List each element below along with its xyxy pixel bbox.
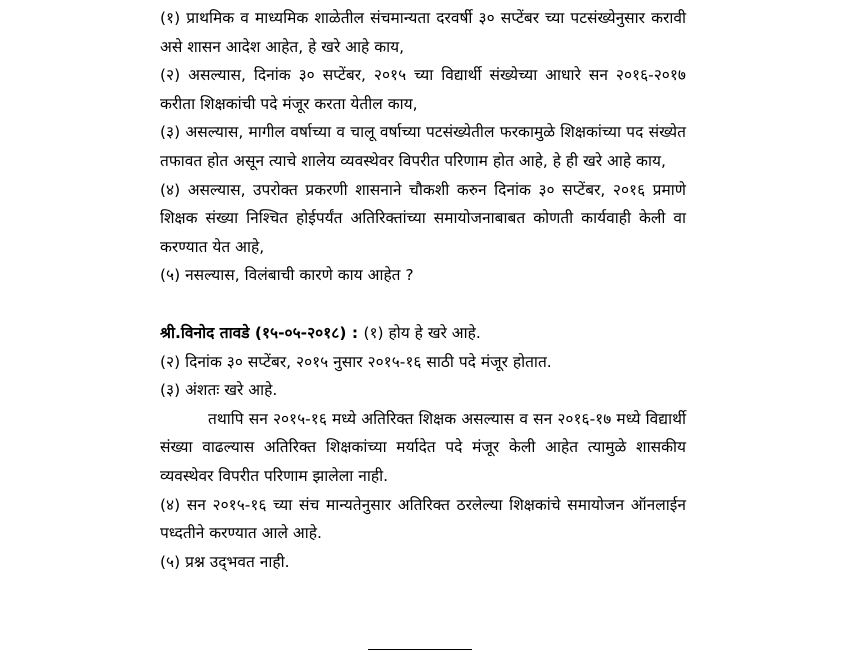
document-body [160,4,686,576]
answer-section [160,319,686,576]
end-rule [368,649,472,650]
answer-item-3: (३) अंशतः खरे आहे. [160,381,278,400]
answer-item-2: (२) दिनांक ३० सप्टेंबर, २०१५ नुसार २०१५-१६ साठी पदे मंजूर होतात. [160,352,552,371]
answer-item-3-detail: तथापि सन २०१५-१६ मध्ये अतिरिक्त शिक्षक असल्यास व सन २०१६-१७ मध्ये विद्यार्थी संख्या वाढल्यास अतिरिक्त शिक्षकांच्या मर्यादेत पदे मंजूर केली आहेत त्यामुळे शासकीय व्यवस्थेवर विपरीत परिणाम झालेला नाही. [160,409,686,485]
answer-separator: : [346,323,364,342]
answer-item-4: (४) सन २०१५-१६ च्या संच मान्यतेनुसार अतिरिक्त ठरलेल्या शिक्षकांचे समायोजन ऑनलाईन पध्दतीने करण्यात आले आहे. [160,495,686,543]
answer-item-1 [160,319,686,348]
section-gap [160,290,686,319]
question-item-3: (३) असल्यास, मागील वर्षाच्या व चालू वर्षाच्या पटसंख्येतील फरकामुळे शिक्षकांच्या पद संख्येत तफावत होत असून त्याचे शालेय व्यवस्थेवर विपरीत परिणाम होत आहे, हे ही खरे आहे काय, [160,123,686,170]
question-section [160,4,686,290]
question-item-4: (४) असल्यास, उपरोक्त प्रकरणी शासनाने चौकशी करुन दिनांक ३० सप्टेंबर, २०१६ प्रमाणे शिक्षक संख्या निश्चित होईपर्यंत अतिरिक्तांच्या समायोजनाबाबत कोणती कार्यवाही केली वा करण्यात येत आहे, [160,180,686,256]
answer-first: (१) होय हे खरे आहे. [363,323,481,342]
question-item-2: (२) असल्यास, दिनांक ३० सप्टेंबर, २०१५ च्या विद्यार्थी संख्येच्या आधारे सन २०१६-२०१७ करीता शिक्षकांची पदे मंजूर करता येतील काय, [160,66,686,113]
answer-speaker: श्री.विनोद तावडे (१५-०५-२०१८) [160,323,347,342]
answer-item-5: (५) प्रश्न उद्‌भवत नाही. [160,552,290,571]
question-item-1: (१) प्राथमिक व माध्यमिक शाळेतील संचमान्यता दरवर्षी ३० सप्टेंबर च्या पटसंख्येनुसार करावी असे शासन आदेश आहेत, हे खरे आहे काय, [160,9,686,56]
question-item-5: (५) नसल्यास, विलंबाची कारणे काय आहेत ? [160,266,414,285]
